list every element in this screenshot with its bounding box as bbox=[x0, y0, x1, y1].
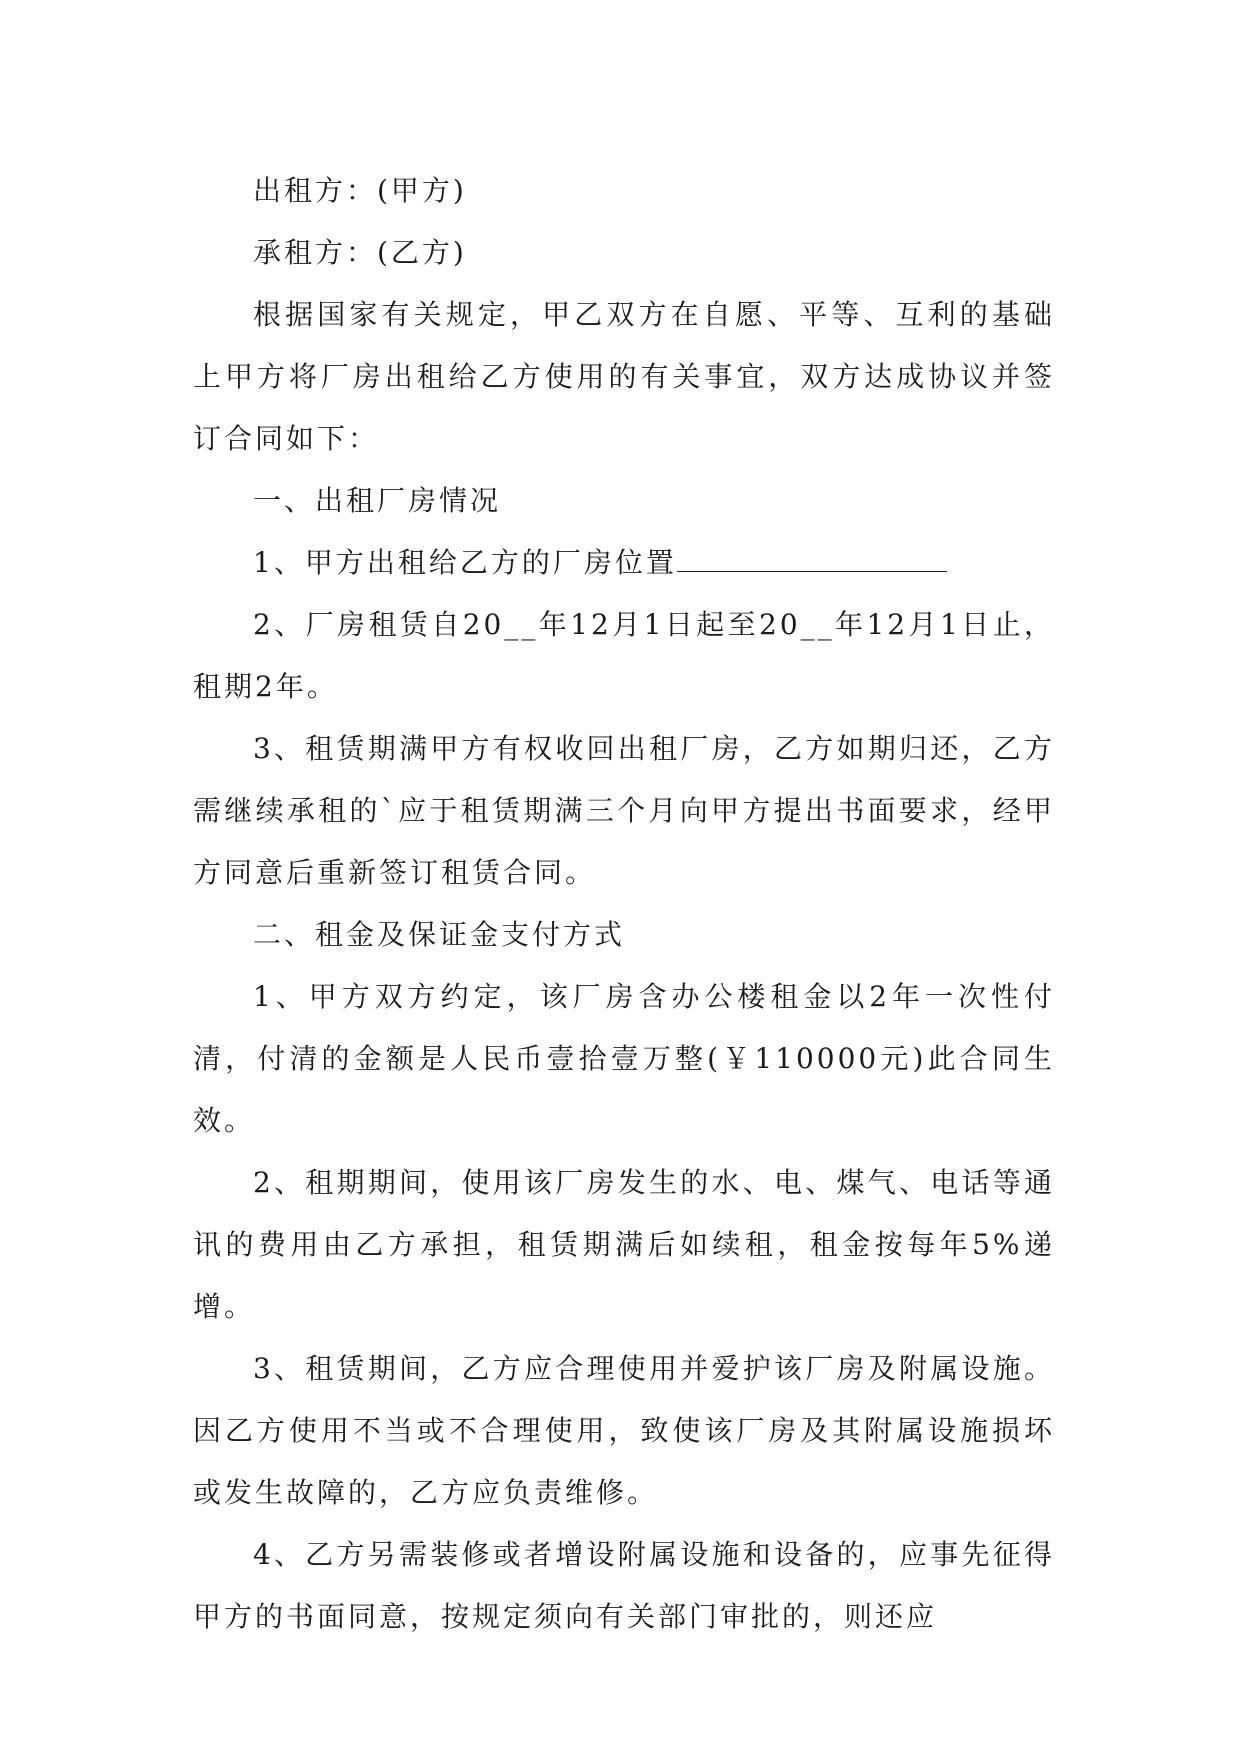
section-1-item-1 bbox=[193, 532, 1055, 594]
section-1-item-1-text: 1、甲方出租给乙方的厂房位置 bbox=[253, 546, 677, 579]
lessee-line: 承租方：(乙方) bbox=[253, 236, 467, 269]
contract-body bbox=[193, 160, 1055, 1648]
section-2-item-1: 1、甲方双方约定，该厂房含办公楼租金以2年一次性付清，付清的金额是人民币壹拾壹万整(￥110000元)此合同生效。 bbox=[193, 980, 1055, 1137]
location-blank-line bbox=[677, 549, 947, 572]
section-2-item-2: 2、租期期间，使用该厂房发生的水、电、煤气、电话等通讯的费用由乙方承担，租赁期满后如续租，租金按每年5%递增。 bbox=[193, 1166, 1055, 1323]
section-2-heading: 二、租金及保证金支付方式 bbox=[253, 918, 626, 951]
preamble-paragraph: 根据国家有关规定，甲乙双方在自愿、平等、互利的基础上甲方将厂房出租给乙方使用的有关事宜，双方达成协议并签订合同如下： bbox=[193, 298, 1055, 455]
section-2-item-4: 4、乙方另需装修或者增设附属设施和设备的，应事先征得甲方的书面同意，按规定须向有关部门审批的，则还应 bbox=[193, 1538, 1055, 1633]
lessor-line: 出租方：(甲方) bbox=[253, 174, 467, 207]
section-1-item-2: 2、厂房租赁自20__年12月1日起至20__年12月1日止，租期2年。 bbox=[193, 608, 1055, 703]
section-2-item-3: 3、租赁期间，乙方应合理使用并爱护该厂房及附属设施。因乙方使用不当或不合理使用，致使该厂房及其附属设施损坏或发生故障的，乙方应负责维修。 bbox=[193, 1352, 1055, 1509]
section-1-item-3: 3、租赁期满甲方有权收回出租厂房，乙方如期归还，乙方需继续承租的`应于租赁期满三个月向甲方提出书面要求，经甲方同意后重新签订租赁合同。 bbox=[193, 732, 1055, 889]
section-1-heading: 一、出租厂房情况 bbox=[253, 484, 502, 517]
